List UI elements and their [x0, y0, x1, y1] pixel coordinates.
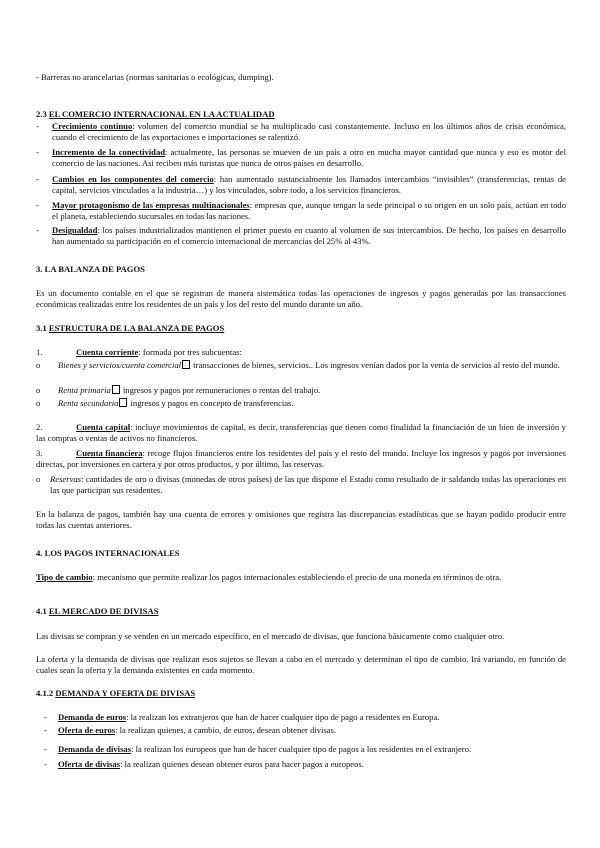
item-number: 2.: [36, 422, 43, 432]
bullet-dash: -: [36, 121, 39, 131]
term: Oferta de divisas: [58, 759, 121, 769]
bullet-dash: -: [44, 744, 47, 754]
section-title: EL MERCADO DE DIVISAS: [48, 606, 159, 616]
term: Tipo de cambio: [36, 572, 93, 582]
term: Reservas: [50, 474, 82, 484]
box-glyph-icon: [182, 360, 190, 369]
term: Cuenta financiera: [76, 448, 143, 458]
bullet-dash: -: [36, 174, 39, 184]
definition: : la realizan los europeos que han de hacer cualquier tipo de pagos a los residentes en el extranjero.: [131, 744, 472, 754]
bullet-dash: -: [44, 759, 47, 769]
definition: : la realizan quienes, a cambio, de euros, desean obtener divisas.: [115, 725, 337, 735]
term: Cuenta capital: [76, 422, 131, 432]
section-title: DEMANDA Y OFERTA DE DIVISAS: [55, 688, 196, 698]
section-number: 3.1: [36, 323, 47, 333]
term: Bienes y servicios/cuenta comercial: [58, 360, 182, 370]
section-4-heading: 4. LOS PAGOS INTERNACIONALES: [36, 548, 180, 558]
term: Demanda de euros: [58, 712, 127, 722]
term: Oferta de euros: [58, 725, 116, 735]
section-4-1-2-heading: [36, 688, 566, 699]
item-number: 3.: [36, 448, 43, 458]
term: Desigualdad: [52, 225, 98, 235]
paragraph: Las divisas se compran y se venden en un mercado específico, en el mercado de divisas, que funciona básicamente como cualquier otro.: [36, 631, 505, 641]
term: Cambios en los componentes del comercio: [52, 174, 214, 184]
definition: : cantidades de oro o divisas (monedas de otros países) de las que dispone el Estado como resultado de ir saldando todas las operaciones en las que participan sus residentes.: [50, 474, 566, 495]
definition: : volumen del comercio mundial se ha multiplicado casi constantemente. Incluso en los últimos años de crisis económica, cuando el crecimiento de las exportaciones e importaciones se ralentizó.: [52, 121, 566, 142]
bullet-dash: -: [36, 147, 39, 157]
definition: : la realizan quienes desean obtener euros para hacer pagos a europeos.: [120, 759, 364, 769]
definition: : han aumentado sustancialmente los llamados intercambios “invisibles” (transferencias, rentas de capital, servicios vinculados a la industria…) y los vinculados, sobre todo, a los servicios financieros.: [52, 174, 566, 195]
paragraph: La oferta y la demanda de divisas que realizan esos sujetos se llevan a cabo en el mercado y determinan el tipo de cambio. Irá variando, en función de cuales sean la oferta y la demanda existentes en cada momento.: [36, 654, 566, 675]
definition: : actualmente, las personas se mueven de un país a otro en mucha mayor cantidad que nunca y eso es motor del comercio de las naciones. Asi reciben más turistas que nunca de otros países en desarrollo.: [52, 147, 567, 168]
top-line: - Barreras no arancelarias (normas sanitarias o ecológicas, dumping).: [36, 72, 274, 82]
bullet-circle: o: [36, 398, 41, 408]
term: Renta secundaria: [58, 398, 119, 408]
term: Crecimiento continuo: [52, 121, 133, 131]
definition: : incluye movimientos de capital, es decir, transferencias que tienen como finalidad la financiación de un bien de inversión y las compras o ventas de activos no financieros.: [36, 422, 566, 443]
definition: ingresos y pagos en concepto de transferencias.: [128, 398, 294, 408]
term: Incremento de la conectividad: [52, 147, 166, 157]
definition: ingresos y pagos por remuneraciones o rentas del trabajo.: [120, 385, 321, 395]
bullet-circle: o: [36, 385, 41, 395]
section-4-1-heading: [36, 606, 566, 617]
paragraph: Es un documento contable en el que se registran de manera sistemática todas las operaciones de ingresos y pagos generadas por las transacciones económicas realizadas entre los residentes de un país y los del resto del mundo durante un año.: [36, 288, 566, 309]
section-3-1-heading: [36, 323, 566, 334]
section-number: 4.1: [36, 606, 47, 616]
section-number: 2.3: [36, 109, 47, 119]
section-3-heading: 3. LA BALANZA DE PAGOS: [36, 264, 145, 274]
paragraph: En la balanza de pagos, también hay una cuenta de errores y omisiones que registra las discrepancias estadísticas que se hayan podido producir entre todas las cuentas anteriores.: [36, 509, 566, 530]
section-number: 4.1.2: [36, 688, 54, 698]
definition: : formada por tres subcuentas:: [138, 347, 242, 357]
box-glyph-icon: [119, 398, 127, 407]
bullet-circle: o: [36, 474, 41, 484]
bullet-dash: -: [44, 712, 47, 722]
section-title: ESTRUCTURA DE LA BALANZA DE PAGOS: [48, 323, 225, 333]
definition: : los países industrializados mantienen el primer puesto en cuanto al volumen de sus intercambios. De hecho, los países en desarrollo han aumentado su participación en el comercio internacional de mercancías del 25% al 43%.: [52, 225, 566, 246]
bullet-dash: -: [44, 725, 47, 735]
paragraph: [36, 572, 566, 583]
term: Cuenta corriente: [76, 347, 139, 357]
section-title: EL COMERCIO INTERNACIONAL EN LA ACTUALIDAD: [48, 109, 275, 119]
definition: : mecanismo que permite realizar los pagos internacionales estableciendo el precio de una moneda en términos de otra.: [92, 572, 502, 582]
bullet-dash: -: [36, 200, 39, 210]
box-glyph-icon: [112, 385, 120, 394]
item-number: 1.: [36, 347, 43, 357]
bullet-dash: -: [36, 225, 39, 235]
term: Renta primaria: [58, 385, 111, 395]
term: Mayor protagonismo de las empresas multinacionales: [52, 200, 250, 210]
definition: : empresas que, aunque tengan la sede principal o su origen en un solo país, actúan en todo el planeta, estableciendo sucursales en todas las naciones.: [52, 200, 566, 221]
definition: : la realizan los extranjeros que han de hacer cualquier tipo de pago a residentes en Europa.: [126, 712, 440, 722]
section-2-3-heading: [36, 109, 566, 120]
definition: : recoge flujos financieros entre los residentes del país y el resto del mundo. Incluye los ingresos y pagos por inversiones directas, por inversiones en cartera y por otros productos, y por último, las reservas.: [36, 448, 566, 469]
bullet-circle: o: [36, 360, 41, 370]
definition: transacciones de bienes, servicios.. Los ingresos venían dados por la venta de servicios al resto del mundo.: [191, 360, 560, 370]
term: Demanda de divisas: [58, 744, 132, 754]
